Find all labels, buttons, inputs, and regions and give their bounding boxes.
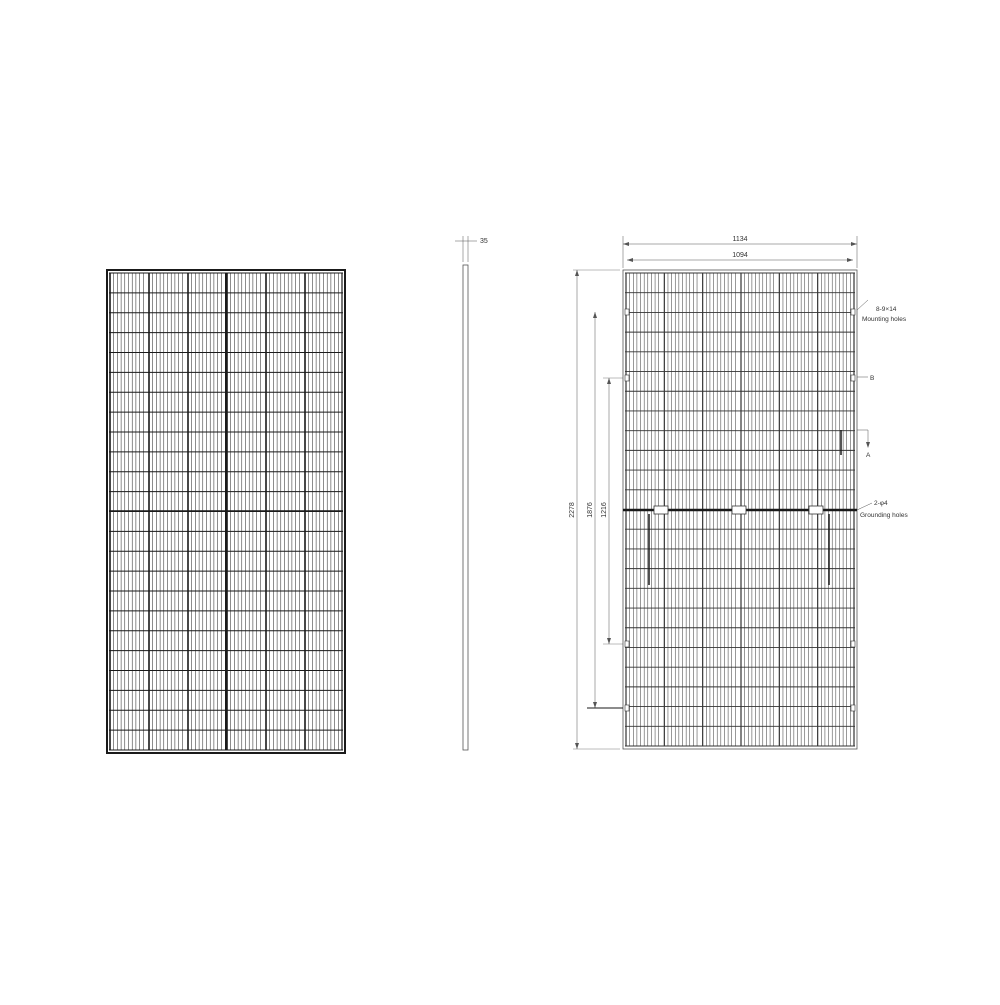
mounting-hole <box>851 309 855 315</box>
front-view-panel <box>107 270 345 753</box>
inner-width-arrow-right <box>847 258 853 262</box>
mounting-holes-text: Mounting holes <box>862 316 907 323</box>
mounting-holes-leader <box>857 300 868 310</box>
mounting-hole <box>851 641 855 647</box>
grounding-holes-text: Grounding holes <box>860 512 908 519</box>
overall-width-arrow-left <box>623 242 629 246</box>
overall-height-arrow-top <box>575 270 579 276</box>
overall-width-arrow-right <box>851 242 857 246</box>
grounding-holes-size: 2-φ4 <box>874 500 888 507</box>
section-a-arrow <box>866 442 870 448</box>
section-a-label: A <box>866 452 871 459</box>
overall-width-label: 1134 <box>732 236 748 243</box>
mounting-pitch-a-arrow-bottom <box>593 702 597 708</box>
overall-height-label: 2278 <box>569 502 576 518</box>
side-view-profile <box>455 236 488 750</box>
section-b-label: B <box>870 375 875 382</box>
mounting-pitch-b-arrow-top <box>607 378 611 384</box>
side-profile <box>463 265 468 750</box>
mounting-hole <box>625 641 629 647</box>
back-view-panel <box>569 236 908 749</box>
mounting-hole <box>851 375 855 381</box>
junction-box-1 <box>654 506 668 514</box>
inner-width-label: 1094 <box>732 252 748 259</box>
inner-width-arrow-left <box>627 258 633 262</box>
mounting-hole <box>625 309 629 315</box>
mounting-pitch-b-arrow-bottom <box>607 638 611 644</box>
overall-height-arrow-bottom <box>575 743 579 749</box>
mounting-pitch-a-arrow-top <box>593 312 597 318</box>
mounting-hole <box>625 705 629 711</box>
grounding-holes-leader <box>857 503 872 510</box>
front-cell-grid <box>109 273 343 750</box>
mounting-holes-size: 8-9×14 <box>876 306 897 313</box>
side-thickness-label: 35 <box>480 238 488 245</box>
mounting-pitch-b-label: 1216 <box>601 502 608 518</box>
mounting-hole <box>851 705 855 711</box>
junction-box-3 <box>809 506 823 514</box>
junction-box-2 <box>732 506 746 514</box>
mounting-hole <box>625 375 629 381</box>
mounting-pitch-a-label: 1876 <box>587 502 594 518</box>
